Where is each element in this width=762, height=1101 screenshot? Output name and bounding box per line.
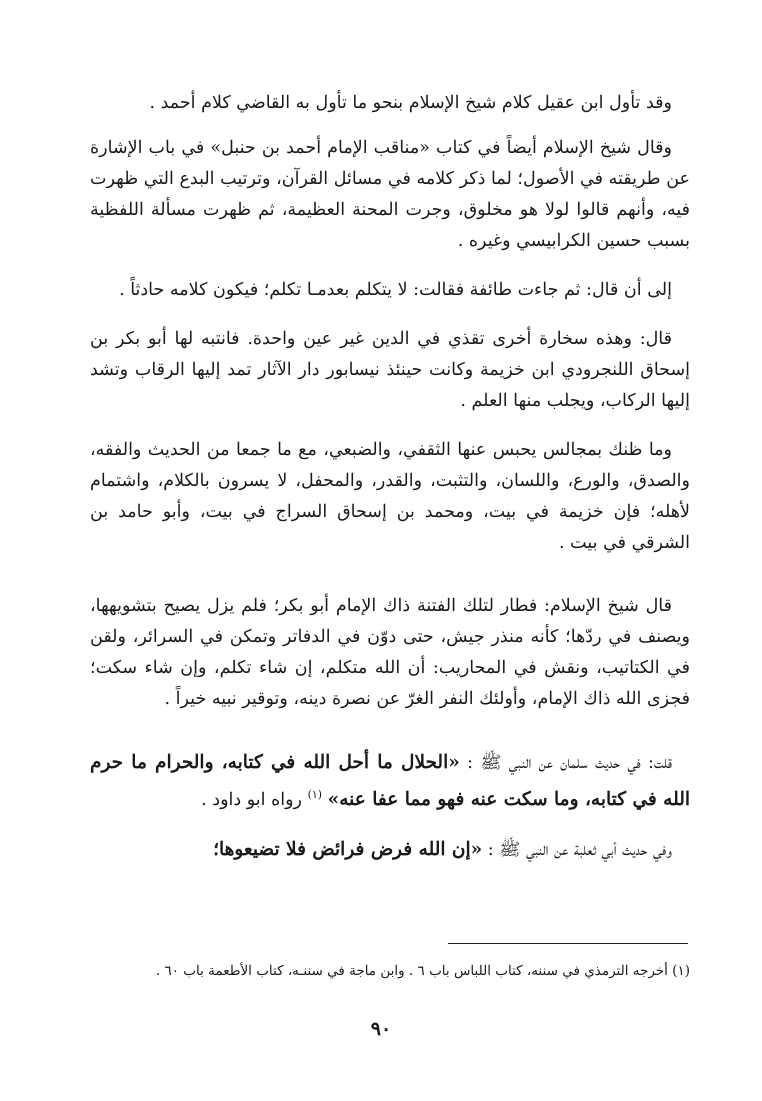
paragraph-2: وقال شيخ الإسلام أيضاً في كتاب «مناقب الإمام أحمد بن حنبل» في باب الإشارة عن طريقته في الأصول؛ لما ذكر كلامه في مسائل القرآن، وترتيب البدع التي ظهرت فيه، وأنهم قالوا لولا هو مخلوق، وجرت المحنة العظيمة، ثم ظهرت مسألة اللفظية بسبب حسين الكرابيسي وغيره . — [90, 138, 690, 251]
hadith-2-text: «إن الله فرض فرائض فلا تضيعوها؛ — [213, 838, 483, 860]
hadith-paragraph-1 — [90, 747, 690, 816]
footnote-reference[interactable]: (١) — [307, 788, 323, 801]
paragraph-6: قال شيخ الإسلام: فطار لتلك الفتنة ذاك الإمام أبو بكر؛ فلم يزل يصيح بتشويهها، ويصنف في ردّها؛ كأنه منذر جيش، حتى دوّن في الدفاتر وتمكن في السرائر، ولقن في الكتاتيب، ونقش في المحاريب: أن الله متكلم، إن شاء تكلم، وإن شاء سكت؛ فجزى الله ذاك الإمام، وأولئك النفر الغرّ عن نصرة دينه، وتوقير نبيه خيراً . — [90, 596, 690, 709]
paragraph-3: إلى أن قال: ثم جاءت طائفة فقالت: لا يتكلم بعدمـا تكلم؛ فيكون كلامه حادثاً . — [119, 280, 672, 300]
footnote-divider — [448, 943, 688, 944]
hadith-1-suffix: رواه ابو داود . — [201, 789, 308, 810]
hadith-1-text: «الحلال ما أحل الله في كتابه، والحرام ما حرم الله في كتابه، وما سكت عنه فهو مما عفا عنه» — [90, 752, 690, 810]
paragraph-4: قال: وهذه سخارة أخرى تقذي في الدين غير عين واحدة. فانتبه لها أبو بكر بن إسحاق اللنجرودي ابن خزيمة وكانت حينئذ نيسابور دار الآثار تمد إليها الرقاب وتشد إليها الركاب، ويجلب منها العلم . — [90, 329, 690, 411]
paragraph-5: وما ظنك بمجالس يحبس عنها الثقفي، والضبعي، مع ما جمعا من الحديث والفقه، والصدق، والورع، واللسان، والتثبت، والقدر، والمحفل، لا يسرون بالكلام، واشتمام لأهله؛ فإن خزيمة في بيت، ومحمد بن إسحاق السراج في بيت، وأبو حامد بن الشرقي في بيت . — [90, 440, 690, 553]
hadith-paragraph-2 — [90, 834, 690, 866]
footnote: (١) أخرجه الترمذي في سننه، كتاب اللباس باب ٦ . وابن ماجة في سننـه، كتاب الأطعمة باب ٦٠ . — [155, 963, 690, 979]
hadith-1-prefix: قلت: في حديث سلمان عن النبي ﷺ : — [459, 753, 672, 773]
page-body — [90, 88, 690, 884]
paragraph-1: وقد تأول ابن عقيل كلام شيخ الإسلام بنحو ما تأول به القاضي كلام أحمد . — [149, 93, 672, 113]
page-number: ٩٠ — [370, 1018, 392, 1040]
hadith-2-prefix: وفي حديث أبي ثعلبة عن النبي ﷺ : — [482, 839, 672, 860]
